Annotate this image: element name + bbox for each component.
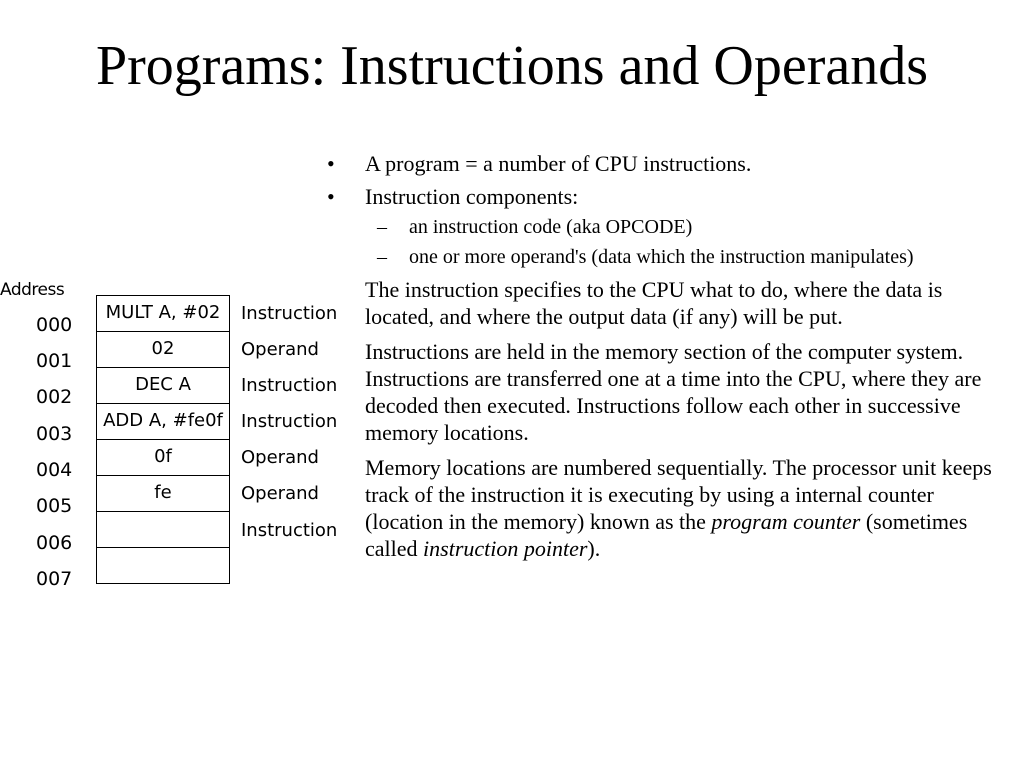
term-instruction-pointer: instruction pointer bbox=[423, 536, 588, 561]
sub-bullet-marker: – bbox=[377, 246, 387, 268]
sub-bullet-item bbox=[320, 216, 1010, 238]
paragraph-memory-storage: Instructions are held in the memory section of the computer system. Instructions are transferred one at a time into the CPU, where they are decoded then executed. Instructions follow each other in successive memory locations. bbox=[365, 339, 982, 445]
cell-kind-label: Instruction bbox=[241, 303, 338, 324]
address-label: 005 bbox=[36, 495, 73, 517]
bullet-marker: • bbox=[327, 151, 335, 176]
memory-cell: MULT A, #02 bbox=[97, 296, 229, 332]
cell-kind-label: Instruction bbox=[241, 411, 338, 432]
bullet-text: Instruction components: bbox=[365, 184, 579, 209]
address-header: Address bbox=[0, 280, 65, 300]
slide-body bbox=[320, 150, 1010, 570]
cell-kind-label: Instruction bbox=[241, 520, 338, 541]
address-label: 007 bbox=[36, 568, 73, 590]
bullet-item bbox=[320, 150, 1010, 177]
bullet-text: A program = a number of CPU instructions. bbox=[365, 151, 752, 176]
memory-cell: 02 bbox=[97, 332, 229, 368]
paragraph-program-counter bbox=[320, 454, 1010, 562]
bullet-marker: • bbox=[327, 184, 335, 209]
term-program-counter: program counter bbox=[711, 509, 861, 534]
memory-cell: fe bbox=[97, 476, 229, 512]
cell-kind-label: Operand bbox=[241, 339, 319, 360]
paragraph-instruction-role: The instruction specifies to the CPU what to do, where the data is located, and where the output data (if any) will be put. bbox=[365, 277, 943, 329]
memory-cell: ADD A, #fe0f bbox=[97, 404, 229, 440]
address-label: 000 bbox=[36, 314, 73, 336]
address-label: 006 bbox=[36, 532, 73, 554]
address-label: 004 bbox=[36, 459, 73, 481]
memory-cell bbox=[97, 512, 229, 548]
sub-bullet-marker: – bbox=[377, 216, 387, 238]
memory-cell: 0f bbox=[97, 440, 229, 476]
memory-cell bbox=[97, 548, 229, 584]
sub-bullet-text: an instruction code (aka OPCODE) bbox=[409, 216, 693, 238]
address-label: 003 bbox=[36, 423, 73, 445]
address-label: 002 bbox=[36, 386, 73, 408]
cell-kind-label: Operand bbox=[241, 483, 319, 504]
sub-bullet-item bbox=[320, 246, 1010, 268]
memory-table bbox=[96, 295, 230, 584]
slide-title: Programs: Instructions and Operands bbox=[95, 35, 929, 97]
address-label: 001 bbox=[36, 350, 73, 372]
paragraph-text: Memory locations are numbered sequentially. The processor unit keeps track of the instruction it is executing by using a internal counter (location in the memory) known as the bbox=[365, 455, 992, 534]
paragraph-text: ). bbox=[587, 536, 601, 561]
cell-kind-label: Instruction bbox=[241, 375, 338, 396]
memory-diagram bbox=[0, 280, 340, 600]
bullet-item bbox=[320, 183, 1010, 210]
paragraph-text: (sometimes called bbox=[365, 509, 968, 561]
memory-cell: DEC A bbox=[97, 368, 229, 404]
cell-kind-label: Operand bbox=[241, 447, 319, 468]
sub-bullet-text: one or more operand's (data which the instruction manipulates) bbox=[409, 246, 914, 268]
